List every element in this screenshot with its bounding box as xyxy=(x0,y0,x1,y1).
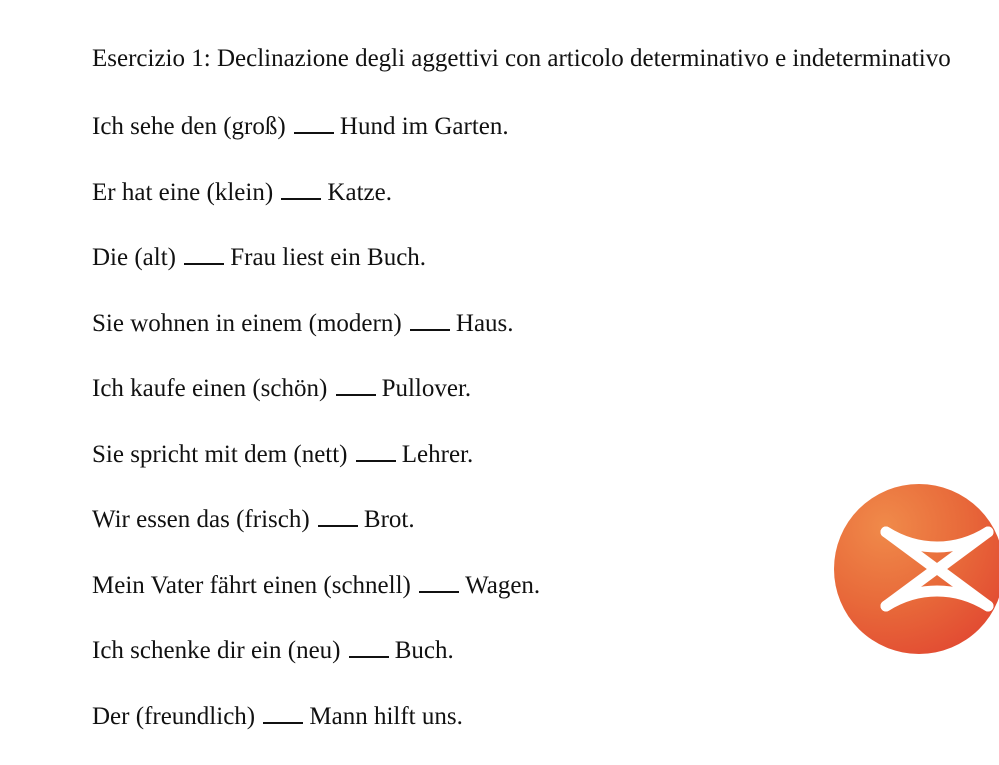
sentence-text-before: Ich schenke dir ein (neu) xyxy=(92,637,341,664)
sentence-text-before: Sie wohnen in einem (modern) xyxy=(92,310,402,337)
answer-blank[interactable] xyxy=(410,307,450,331)
answer-blank[interactable] xyxy=(419,569,459,593)
sentence-text-after: Pullover. xyxy=(382,375,472,402)
answer-blank[interactable] xyxy=(356,438,396,462)
exercise-title: Esercizio 1: Declinazione degli aggettivi con articolo determinativo e indeterminativo xyxy=(92,44,951,74)
sentence-text-after: Haus. xyxy=(456,310,514,337)
answer-blank[interactable] xyxy=(336,372,376,396)
answer-blank[interactable] xyxy=(349,634,389,658)
sentence-item xyxy=(92,503,540,569)
sentence-item xyxy=(92,176,540,242)
sentence-text-after: Lehrer. xyxy=(402,441,473,468)
sentence-item xyxy=(92,372,540,438)
sentence-text-after: Frau liest ein Buch. xyxy=(230,244,426,271)
answer-blank[interactable] xyxy=(318,503,358,527)
answer-blank[interactable] xyxy=(281,176,321,200)
answer-blank[interactable] xyxy=(294,110,334,134)
sentence-item xyxy=(92,634,540,700)
sentence-text-before: Die (alt) xyxy=(92,244,176,271)
sentence-item xyxy=(92,110,540,176)
sentence-text-after: Mann hilft uns. xyxy=(309,703,462,730)
sentence-text-before: Mein Vater fährt einen (schnell) xyxy=(92,572,411,599)
answer-blank[interactable] xyxy=(184,241,224,265)
sentence-text-before: Wir essen das (frisch) xyxy=(92,506,310,533)
sentence-text-after: Buch. xyxy=(395,637,454,664)
sentence-text-before: Er hat eine (klein) xyxy=(92,179,273,206)
sentence-text-after: Brot. xyxy=(364,506,415,533)
sentence-item xyxy=(92,700,540,765)
sentence-text-after: Katze. xyxy=(327,179,392,206)
sentence-item xyxy=(92,569,540,635)
sentence-text-before: Der (freundlich) xyxy=(92,703,255,730)
sentence-text-before: Ich sehe den (groß) xyxy=(92,113,286,140)
exercise-list xyxy=(92,110,540,765)
sentence-item xyxy=(92,438,540,504)
app-logo-badge[interactable] xyxy=(834,484,999,654)
sentence-text-after: Wagen. xyxy=(465,572,540,599)
sentence-text-after: Hund im Garten. xyxy=(340,113,509,140)
sentence-text-before: Sie spricht mit dem (nett) xyxy=(92,441,348,468)
answer-blank[interactable] xyxy=(263,700,303,724)
sentence-item xyxy=(92,241,540,307)
app-logo-icon xyxy=(878,524,998,614)
sentence-text-before: Ich kaufe einen (schön) xyxy=(92,375,327,402)
sentence-item xyxy=(92,307,540,373)
